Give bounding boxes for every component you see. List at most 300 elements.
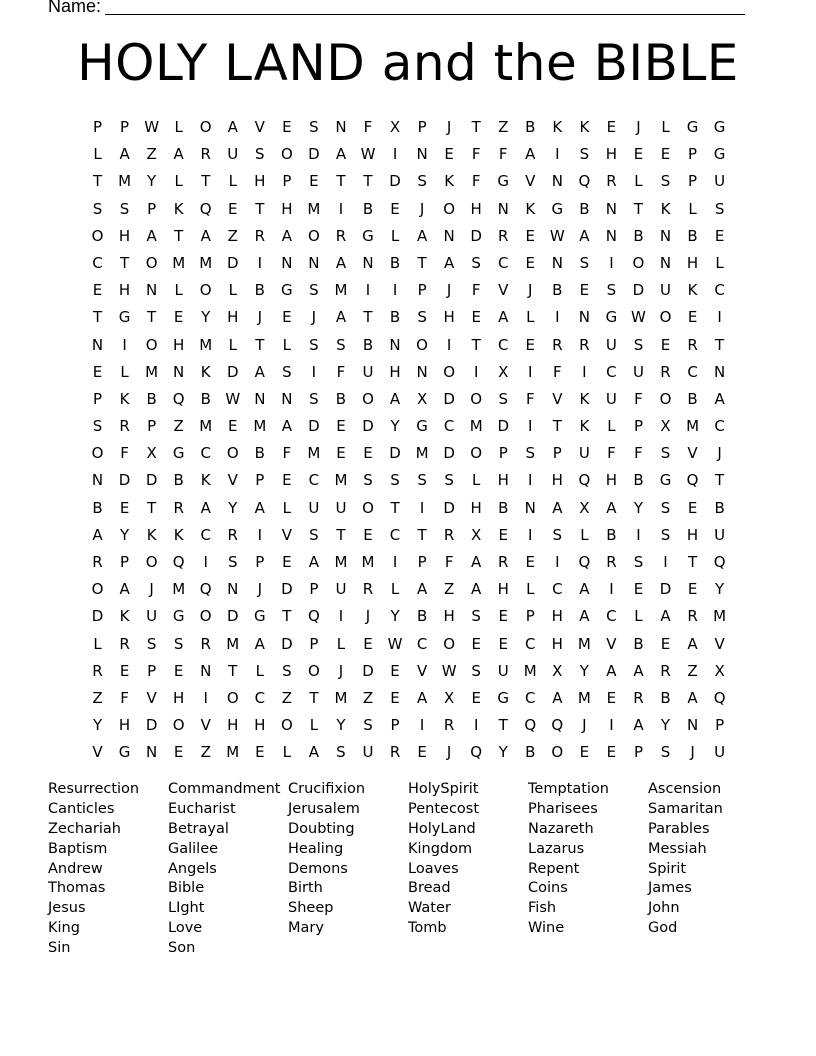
grid-row	[84, 277, 733, 304]
grid-letter: L	[634, 607, 643, 626]
grid-letter: E	[471, 634, 481, 653]
grid-letter: A	[471, 580, 482, 599]
word-list-row	[48, 818, 768, 838]
grid-letter: T	[255, 199, 265, 218]
word-list-item: Coins	[528, 880, 568, 897]
word-list-item: HolySpirit	[408, 781, 479, 797]
grid-letter: S	[633, 335, 644, 354]
grid-letter: A	[552, 688, 563, 707]
grid-letter: A	[552, 498, 563, 517]
grid-letter: R	[579, 335, 590, 354]
grid-letter: O	[145, 253, 158, 272]
grid-letter: M	[199, 253, 213, 272]
grid-letter: Q	[307, 607, 320, 626]
grid-letter: P	[147, 417, 157, 436]
grid-letter: E	[444, 145, 454, 164]
grid-letter: M	[172, 253, 186, 272]
grid-letter: T	[119, 253, 130, 272]
grid-letter: H	[551, 634, 563, 653]
grid-letter: M	[307, 444, 321, 463]
grid-letter: J	[257, 580, 263, 599]
grid-row	[84, 603, 733, 630]
grid-letter: B	[146, 389, 157, 408]
grid-letter: B	[633, 226, 644, 245]
grid-letter: E	[309, 172, 319, 191]
grid-letter: Q	[578, 553, 591, 571]
grid-letter: L	[634, 172, 643, 191]
grid-letter: G	[497, 688, 510, 707]
grid-letter: S	[390, 471, 400, 490]
grid-letter: C	[606, 607, 617, 626]
grid-letter: E	[255, 743, 265, 762]
grid-letter: C	[525, 634, 536, 653]
grid-letter: R	[92, 661, 103, 680]
word-list-row	[48, 897, 768, 917]
grid-letter: Q	[470, 743, 483, 762]
grid-letter: O	[91, 444, 104, 463]
grid-letter: B	[389, 253, 401, 272]
grid-letter: H	[497, 471, 509, 490]
grid-letter: U	[660, 281, 671, 300]
grid-letter: C	[254, 688, 266, 707]
grid-letter: D	[118, 471, 131, 490]
grid-letter: S	[498, 389, 508, 408]
grid-letter: E	[336, 444, 346, 463]
grid-letter: I	[365, 281, 371, 300]
grid-letter: A	[498, 308, 509, 327]
grid-letter: F	[634, 389, 643, 408]
grid-letter: Y	[228, 498, 238, 517]
grid-letter: U	[146, 607, 158, 626]
grid-letter: P	[417, 281, 427, 300]
word-list-item: God	[648, 920, 678, 937]
grid-letter: O	[172, 716, 185, 735]
grid-letter: D	[145, 716, 158, 735]
word-list-row	[48, 858, 768, 878]
grid-letter: Q	[199, 199, 212, 218]
grid-letter: L	[228, 281, 237, 300]
word-list-item: Birth	[288, 880, 323, 897]
grid-letter: Y	[633, 498, 644, 517]
grid-letter: D	[497, 417, 509, 436]
grid-letter: A	[254, 362, 265, 381]
grid-letter: A	[416, 688, 428, 707]
grid-letter: E	[579, 743, 590, 762]
grid-letter: P	[120, 553, 130, 571]
grid-letter: Y	[390, 417, 400, 436]
grid-letter: D	[226, 362, 239, 381]
grid-letter: E	[525, 553, 536, 571]
grid-letter: G	[686, 118, 699, 136]
grid-letter: I	[528, 471, 533, 490]
grid-letter: X	[471, 525, 482, 544]
grid-letter: O	[416, 335, 428, 354]
grid-letter: P	[390, 716, 400, 735]
grid-letter: R	[687, 335, 698, 354]
grid-row	[84, 658, 733, 685]
grid-letter: K	[660, 199, 671, 218]
grid-letter: S	[92, 199, 103, 218]
grid-letter: E	[606, 688, 617, 707]
grid-letter: V	[714, 634, 725, 653]
grid-letter: T	[417, 253, 427, 272]
grid-letter: M	[523, 661, 537, 680]
grid-letter: A	[416, 226, 428, 245]
grid-letter: Y	[336, 716, 346, 735]
grid-row	[84, 114, 733, 141]
grid-letter: T	[92, 172, 103, 191]
grid-letter: M	[199, 335, 213, 354]
grid-letter: N	[524, 498, 536, 517]
grid-letter: Z	[227, 226, 238, 245]
word-list-item: King	[48, 920, 80, 937]
grid-letter: H	[173, 688, 185, 707]
grid-letter: T	[309, 688, 319, 707]
grid-letter: S	[606, 281, 617, 300]
grid-letter: U	[605, 335, 617, 354]
name-field-line	[48, 0, 745, 17]
grid-letter: X	[498, 362, 509, 381]
grid-letter: O	[307, 661, 320, 680]
grid-letter: O	[362, 389, 374, 408]
grid-letter: U	[497, 661, 509, 680]
grid-letter: S	[471, 661, 481, 680]
grid-letter: E	[498, 634, 508, 653]
grid-letter: N	[200, 661, 212, 680]
grid-letter: U	[362, 362, 374, 381]
word-list-item: Demons	[288, 860, 348, 877]
grid-letter: Y	[579, 661, 589, 680]
grid-letter: S	[336, 743, 346, 762]
grid-letter: R	[173, 498, 184, 517]
grid-letter: N	[254, 389, 266, 408]
grid-letter: E	[363, 634, 373, 653]
grid-row	[84, 141, 733, 168]
grid-letter: M	[118, 172, 132, 191]
grid-letter: A	[119, 580, 130, 599]
grid-letter: K	[579, 417, 590, 436]
grid-letter: F	[363, 118, 373, 136]
grid-letter: L	[93, 634, 102, 653]
grid-letter: Y	[715, 580, 725, 599]
grid-letter: C	[552, 580, 563, 599]
grid-letter: D	[362, 661, 374, 680]
grid-letter: F	[607, 444, 616, 463]
grid-letter: O	[443, 362, 456, 381]
grid-letter: B	[362, 199, 374, 218]
word-list-item: Baptism	[48, 840, 108, 857]
word-list-item: Son	[168, 940, 196, 957]
grid-letter: C	[606, 362, 617, 381]
grid-letter: P	[688, 145, 698, 164]
grid-letter: S	[309, 118, 319, 136]
grid-letter: E	[173, 308, 184, 327]
grid-letter: E	[390, 199, 400, 218]
word-list-row	[48, 778, 768, 798]
word-list-item: Doubting	[288, 820, 355, 837]
word-list-item: Pentecost	[408, 800, 480, 817]
grid-letter: S	[227, 553, 238, 571]
grid-letter: N	[91, 471, 104, 490]
grid-letter: N	[605, 226, 618, 245]
grid-letter: B	[687, 389, 698, 408]
grid-letter: G	[551, 199, 564, 218]
word-list-item: Fish	[528, 900, 557, 917]
grid-letter: U	[714, 525, 726, 544]
grid-letter: T	[363, 308, 373, 327]
grid-letter: L	[255, 661, 264, 680]
grid-letter: H	[118, 226, 131, 245]
grid-letter: Z	[498, 118, 509, 136]
grid-letter: N	[389, 335, 401, 354]
grid-letter: X	[146, 444, 157, 463]
word-list-item: Loaves	[408, 860, 459, 877]
grid-letter: N	[227, 580, 239, 599]
grid-letter: F	[634, 444, 643, 463]
grid-letter: A	[281, 417, 292, 436]
grid-letter: L	[607, 417, 616, 436]
grid-letter: S	[579, 253, 590, 272]
grid-letter: C	[416, 634, 428, 653]
grid-letter: A	[633, 661, 644, 680]
grid-letter: K	[579, 118, 590, 136]
grid-letter: C	[200, 525, 211, 544]
grid-letter: B	[173, 471, 184, 490]
word-list-item: Betrayal	[168, 820, 229, 837]
word-list-item: HolyLand	[408, 820, 476, 837]
grid-letter: T	[715, 335, 725, 354]
grid-letter: A	[335, 145, 347, 164]
grid-letter: A	[173, 145, 184, 164]
word-list-row	[48, 917, 768, 937]
grid-letter: C	[714, 417, 725, 436]
grid-letter: B	[389, 308, 401, 327]
grid-letter: L	[282, 335, 292, 354]
grid-letter: B	[633, 634, 644, 653]
word-list-item: Sheep	[288, 900, 334, 917]
grid-row	[84, 495, 733, 522]
grid-letter: R	[498, 226, 509, 245]
word-list-row	[48, 877, 768, 897]
grid-letter: M	[713, 607, 727, 626]
grid-letter: L	[715, 253, 724, 272]
grid-letter: F	[336, 362, 346, 381]
grid-row	[84, 250, 733, 277]
grid-letter: R	[119, 417, 130, 436]
grid-letter: G	[605, 308, 618, 327]
grid-letter: S	[444, 471, 454, 490]
grid-letter: Z	[146, 145, 157, 164]
grid-letter: I	[203, 688, 208, 707]
grid-letter: F	[120, 444, 129, 463]
grid-letter: S	[552, 525, 563, 544]
grid-letter: M	[226, 743, 240, 762]
grid-letter: S	[660, 172, 671, 191]
grid-letter: D	[308, 417, 320, 436]
grid-letter: D	[443, 498, 455, 517]
grid-letter: I	[609, 580, 614, 599]
grid-letter: O	[443, 634, 456, 653]
grid-letter: I	[257, 253, 263, 272]
grid-letter: P	[498, 444, 508, 463]
grid-letter: S	[146, 634, 157, 653]
grid-letter: P	[255, 553, 265, 571]
grid-letter: N	[146, 281, 158, 300]
grid-letter: U	[632, 362, 644, 381]
grid-letter: Q	[578, 172, 591, 191]
grid-letter: Q	[686, 471, 699, 490]
grid-letter: J	[311, 308, 317, 327]
grid-letter: Q	[524, 716, 537, 735]
grid-letter: P	[715, 716, 725, 735]
grid-letter: L	[336, 634, 346, 653]
grid-row	[84, 332, 733, 359]
grid-letter: J	[338, 661, 344, 680]
grid-letter: E	[660, 634, 671, 653]
grid-letter: R	[687, 607, 698, 626]
grid-letter: H	[281, 199, 293, 218]
grid-letter: T	[633, 199, 644, 218]
grid-letter: A	[281, 226, 292, 245]
grid-letter: O	[226, 688, 239, 707]
grid-letter: D	[470, 226, 482, 245]
grid-letter: O	[307, 226, 320, 245]
grid-letter: B	[92, 498, 103, 517]
grid-letter: O	[632, 253, 645, 272]
grid-letter: L	[282, 498, 292, 517]
word-list-item: Crucifixion	[288, 781, 366, 797]
word-list-item: Resurrection	[48, 781, 140, 797]
grid-letter: M	[334, 471, 348, 490]
grid-letter: I	[203, 553, 208, 571]
grid-letter: C	[525, 688, 536, 707]
grid-letter: E	[498, 525, 508, 544]
grid-letter: O	[470, 389, 483, 408]
grid-letter: E	[390, 688, 400, 707]
grid-letter: K	[146, 525, 157, 544]
grid-letter: L	[661, 118, 670, 136]
word-list-item: Spirit	[648, 860, 687, 877]
grid-letter: I	[717, 308, 722, 327]
grid-letter: F	[525, 389, 535, 408]
grid-letter: P	[93, 118, 103, 136]
grid-letter: A	[335, 308, 347, 327]
grid-letter: D	[659, 580, 672, 599]
grid-letter: A	[92, 525, 103, 544]
grid-letter: N	[335, 118, 347, 136]
grid-letter: Q	[578, 471, 591, 490]
grid-letter: Z	[362, 688, 374, 707]
grid-letter: W	[631, 308, 646, 327]
grid-letter: C	[714, 281, 725, 300]
grid-letter: E	[687, 580, 698, 599]
grid-row	[84, 413, 733, 440]
grid-letter: G	[118, 308, 131, 327]
grid-letter: P	[255, 471, 265, 490]
grid-letter: H	[227, 308, 239, 327]
grid-letter: H	[470, 498, 482, 517]
grid-letter: H	[443, 308, 455, 327]
grid-letter: O	[280, 716, 293, 735]
grid-letter: Z	[173, 417, 184, 436]
grid-letter: T	[174, 226, 184, 245]
grid-letter: U	[578, 444, 590, 463]
word-list-item: James	[648, 880, 692, 897]
grid-letter: O	[145, 335, 158, 354]
grid-letter: S	[525, 444, 536, 463]
grid-letter: P	[309, 634, 319, 653]
grid-letter: E	[92, 362, 103, 381]
grid-letter: P	[93, 389, 103, 408]
grid-letter: F	[120, 688, 129, 707]
grid-letter: M	[334, 553, 348, 571]
grid-letter: L	[390, 226, 400, 245]
grid-letter: G	[118, 743, 131, 762]
grid-letter: B	[525, 118, 536, 136]
grid-letter: H	[254, 172, 266, 191]
grid-letter: T	[282, 607, 292, 626]
grid-row	[84, 223, 733, 250]
grid-letter: O	[199, 281, 212, 300]
grid-letter: E	[173, 661, 184, 680]
grid-letter: P	[688, 172, 698, 191]
grid-letter: U	[714, 743, 726, 762]
grid-letter: D	[389, 444, 401, 463]
grid-letter: E	[390, 661, 400, 680]
grid-letter: S	[173, 634, 184, 653]
grid-letter: Q	[713, 553, 726, 571]
grid-letter: G	[713, 145, 726, 164]
grid-letter: I	[555, 553, 560, 571]
grid-letter: S	[309, 335, 319, 354]
grid-letter: T	[417, 525, 427, 544]
grid-letter: U	[605, 389, 617, 408]
grid-letter: X	[552, 661, 563, 680]
word-list-row	[48, 798, 768, 818]
word-list-item: Galilee	[168, 840, 219, 857]
grid-letter: T	[498, 716, 508, 735]
grid-letter: F	[471, 145, 481, 164]
grid-letter: R	[498, 553, 509, 571]
grid-letter: K	[579, 389, 590, 408]
grid-letter: Y	[147, 172, 157, 191]
grid-letter: O	[659, 308, 672, 327]
grid-letter: Q	[172, 389, 185, 408]
grid-letter: A	[579, 580, 590, 599]
grid-letter: O	[226, 444, 239, 463]
grid-letter: Z	[281, 688, 292, 707]
grid-letter: S	[309, 525, 319, 544]
grid-letter: B	[525, 743, 536, 762]
grid-letter: P	[282, 172, 292, 191]
grid-letter: E	[687, 308, 698, 327]
grid-letter: C	[92, 253, 103, 272]
grid-letter: R	[606, 553, 617, 571]
grid-letter: E	[228, 199, 238, 218]
grid-letter: A	[606, 661, 617, 680]
grid-letter: I	[528, 417, 533, 436]
word-list-row	[48, 937, 768, 957]
grid-letter: R	[254, 226, 266, 245]
grid-letter: A	[308, 553, 320, 571]
grid-letter: M	[415, 444, 429, 463]
grid-letter: L	[580, 525, 589, 544]
grid-row	[84, 467, 733, 494]
grid-letter: O	[551, 743, 564, 762]
grid-letter: A	[200, 226, 211, 245]
grid-letter: V	[281, 525, 292, 544]
grid-letter: G	[659, 471, 672, 490]
